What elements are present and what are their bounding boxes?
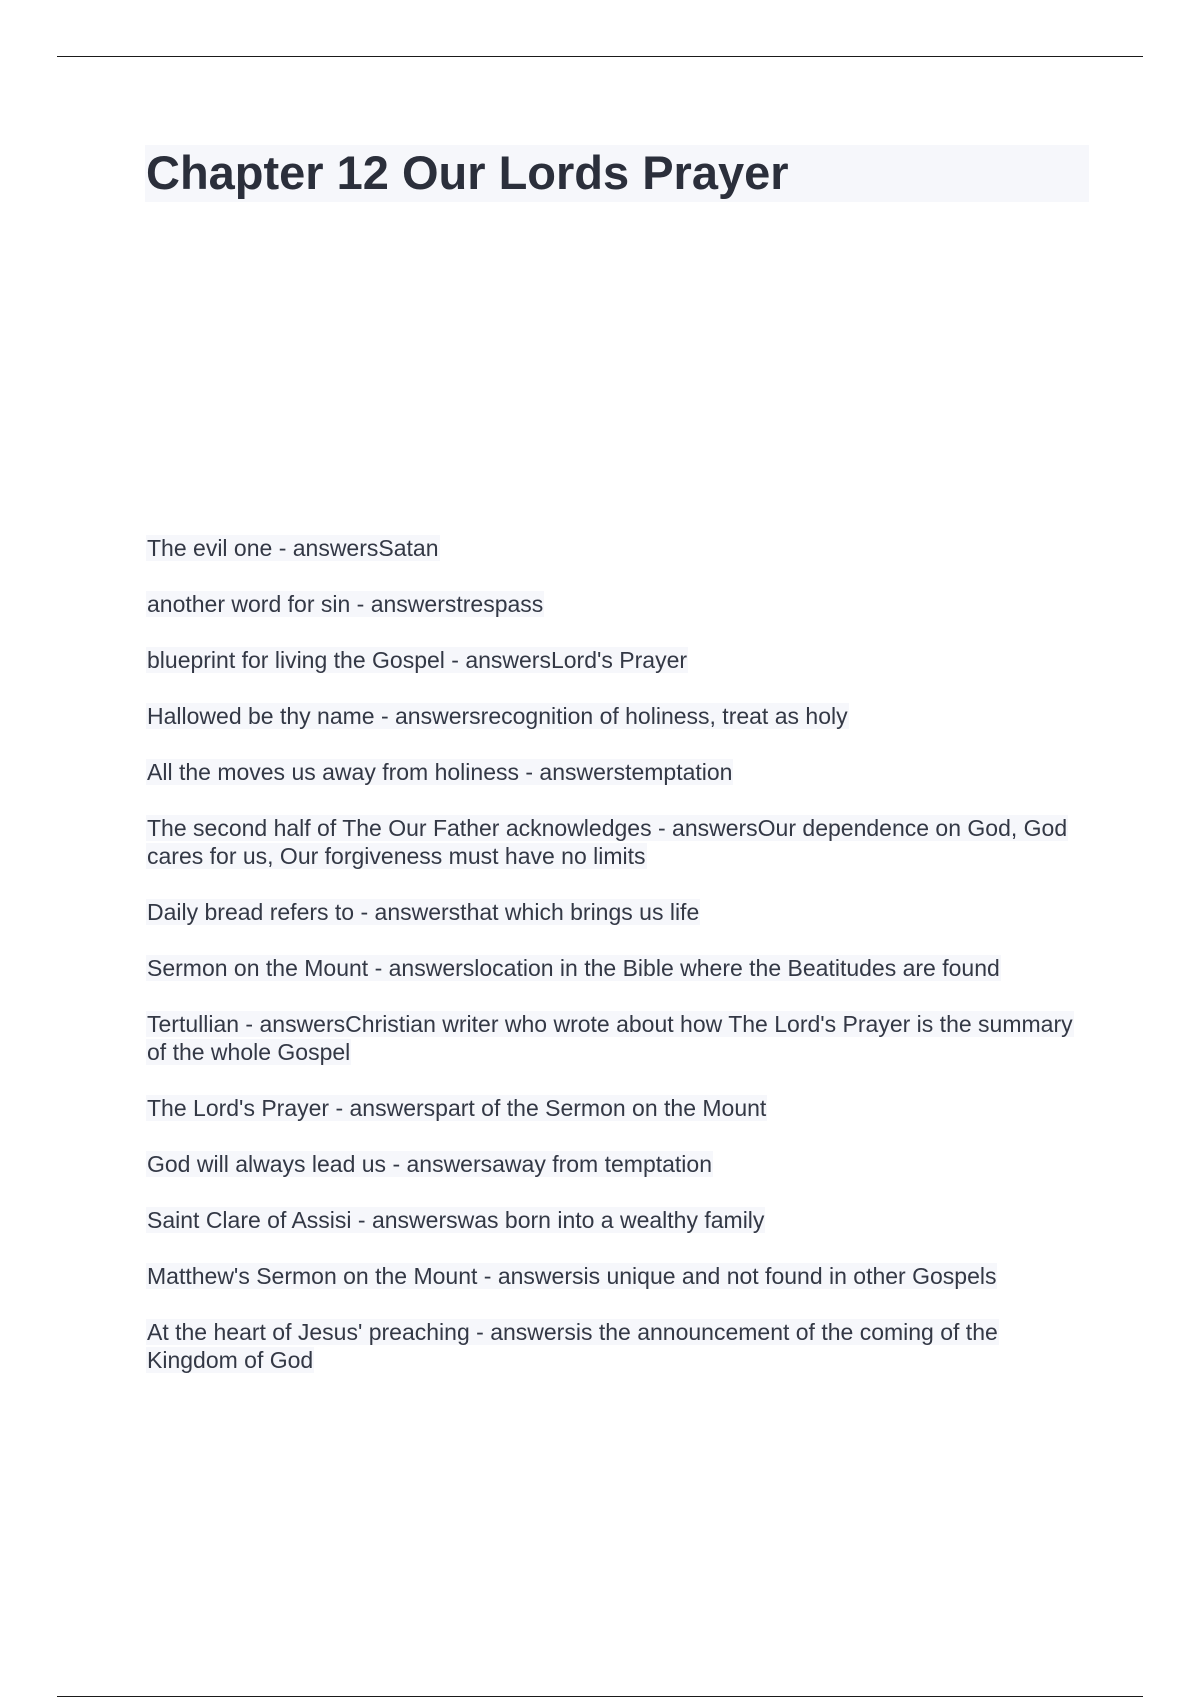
qa-text: Matthew's Sermon on the Mount - answersis unique and not found in other Gospels	[147, 1263, 997, 1289]
qa-item	[146, 1206, 1076, 1234]
qa-text: God will always lead us - answersaway from temptation	[147, 1151, 713, 1177]
page-title: Chapter 12 Our Lords Prayer	[146, 146, 789, 199]
qa-item	[146, 590, 1076, 618]
qa-text: Tertullian - answersChristian writer who wrote about how The Lord's Prayer is the summary of the whole Gospel	[147, 1011, 1073, 1065]
qa-text: Sermon on the Mount - answerslocation in the Bible where the Beatitudes are found	[147, 955, 1000, 981]
qa-item	[146, 898, 1076, 926]
qa-text: The evil one - answersSatan	[147, 535, 439, 561]
bottom-rule	[57, 1696, 1143, 1697]
qa-text: Saint Clare of Assisi - answerswas born into a wealthy family	[147, 1207, 765, 1233]
qa-item	[146, 1318, 1076, 1374]
qa-item	[146, 814, 1076, 870]
qa-item	[146, 1094, 1076, 1122]
qa-item	[146, 954, 1076, 982]
qa-text: another word for sin - answerstrespass	[147, 591, 544, 617]
qa-text: blueprint for living the Gospel - answersLord's Prayer	[147, 647, 688, 673]
qa-text: At the heart of Jesus' preaching - answersis the announcement of the coming of the Kingdom of God	[147, 1319, 998, 1373]
qa-item	[146, 1010, 1076, 1066]
qa-item	[146, 1150, 1076, 1178]
qa-item	[146, 1262, 1076, 1290]
top-rule	[57, 56, 1143, 57]
qa-text: All the moves us away from holiness - answerstemptation	[147, 759, 733, 785]
qa-text: The Lord's Prayer - answerspart of the Sermon on the Mount	[147, 1095, 767, 1121]
qa-item	[146, 534, 1076, 562]
qa-text: The second half of The Our Father acknowledges - answersOur dependence on God, God cares for us, Our forgiveness must have no limits	[147, 815, 1068, 869]
qa-item	[146, 702, 1076, 730]
qa-list	[146, 534, 1076, 1402]
qa-text: Daily bread refers to - answersthat which brings us life	[147, 899, 700, 925]
qa-item	[146, 758, 1076, 786]
qa-item	[146, 646, 1076, 674]
qa-text: Hallowed be thy name - answersrecognition of holiness, treat as holy	[147, 703, 848, 729]
